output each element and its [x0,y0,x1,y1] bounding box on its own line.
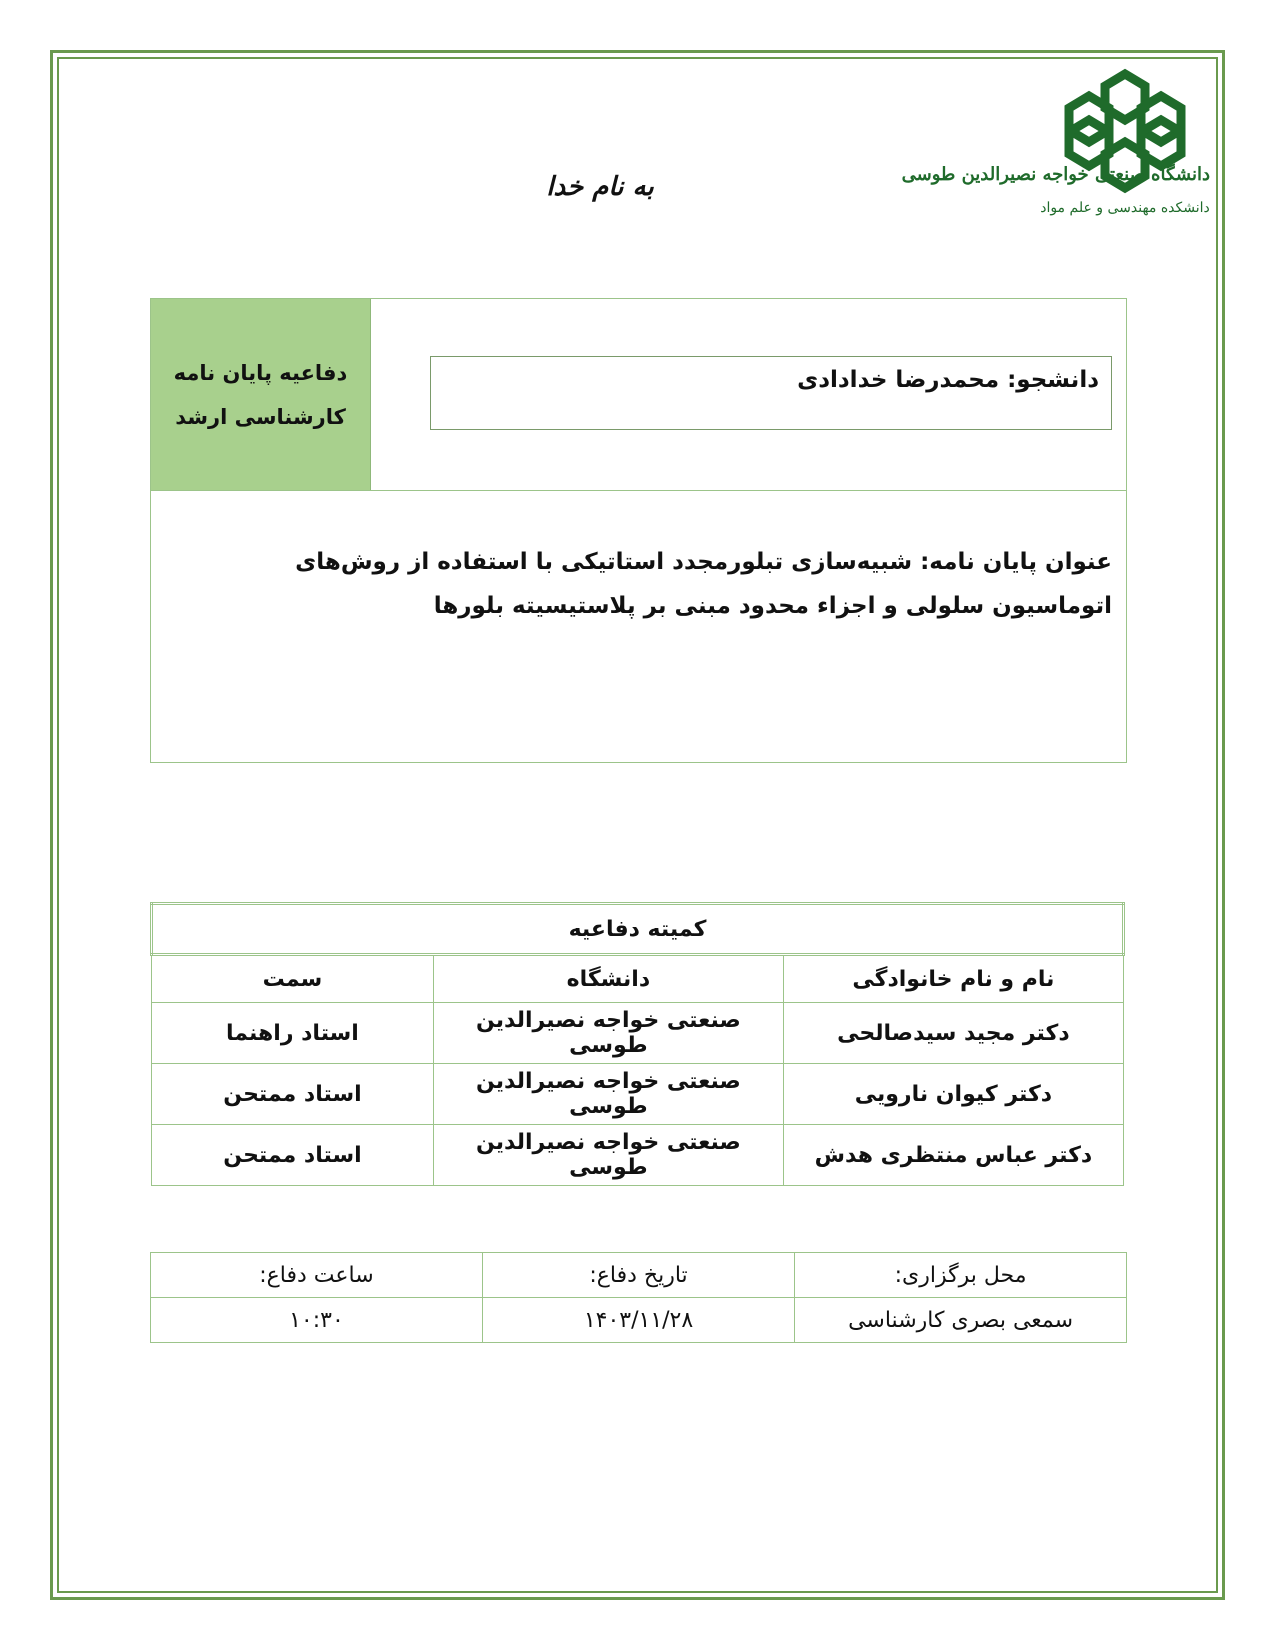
basmala: به نام خدا [546,172,654,202]
badge-line-2: کارشناسی ارشد [175,404,346,429]
thesis-title-text: شبیه‌سازی تبلورمجدد استاتیکی با استفاده از روش‌های اتوماسیون سلولی و اجزاء محدود مبنی بر پلاستیسیته بلورها [295,549,1112,619]
time-value: ۱۰:۳۰ [151,1298,483,1343]
member-role: استاد راهنما [152,1003,434,1064]
member-university: صنعتی خواجه نصیرالدین طوسی [433,1125,783,1186]
thesis-label: عنوان پایان نامه: [920,549,1112,575]
header-role: سمت [152,955,434,1003]
member-name: دکتر مجید سیدصالحی [783,1003,1123,1064]
student-name: محمدرضا خدادادی [797,367,1000,393]
table-row [152,1003,1124,1064]
member-role: استاد ممتحن [152,1064,434,1125]
committee-table [150,902,1125,1186]
date-label: تاریخ دفاع: [482,1253,794,1298]
defense-badge [151,299,371,490]
table-row [152,1125,1124,1186]
date-value: ۱۴۰۳/۱۱/۲۸ [482,1298,794,1343]
venue-label: محل برگزاری: [795,1253,1127,1298]
committee-caption: کمیته دفاعیه [152,904,1124,955]
table-row [152,1064,1124,1125]
thesis-title [190,540,1112,628]
header-university: دانشگاه [433,955,783,1003]
thesis-info-divider [150,490,1127,491]
venue-value: سمعی بصری کارشناسی [795,1298,1127,1343]
faculty-name: دانشکده مهندسی و علم مواد [1040,200,1210,216]
student-box [430,356,1112,430]
student-label: دانشجو: [1007,367,1099,393]
time-label: ساعت دفاع: [151,1253,483,1298]
defense-info-table [150,1252,1127,1343]
member-name: دکتر کیوان نارویی [783,1064,1123,1125]
header-name: نام و نام خانوادگی [783,955,1123,1003]
member-university: صنعتی خواجه نصیرالدین طوسی [433,1003,783,1064]
university-name: دانشگاه صنعتی خواجه نصیرالدین طوسی [901,164,1210,185]
badge-line-1: دفاعیه پایان نامه [173,360,348,385]
member-name: دکتر عباس منتظری هدش [783,1125,1123,1186]
member-university: صنعتی خواجه نصیرالدین طوسی [433,1064,783,1125]
member-role: استاد ممتحن [152,1125,434,1186]
page-frame-inner [57,57,1218,1593]
